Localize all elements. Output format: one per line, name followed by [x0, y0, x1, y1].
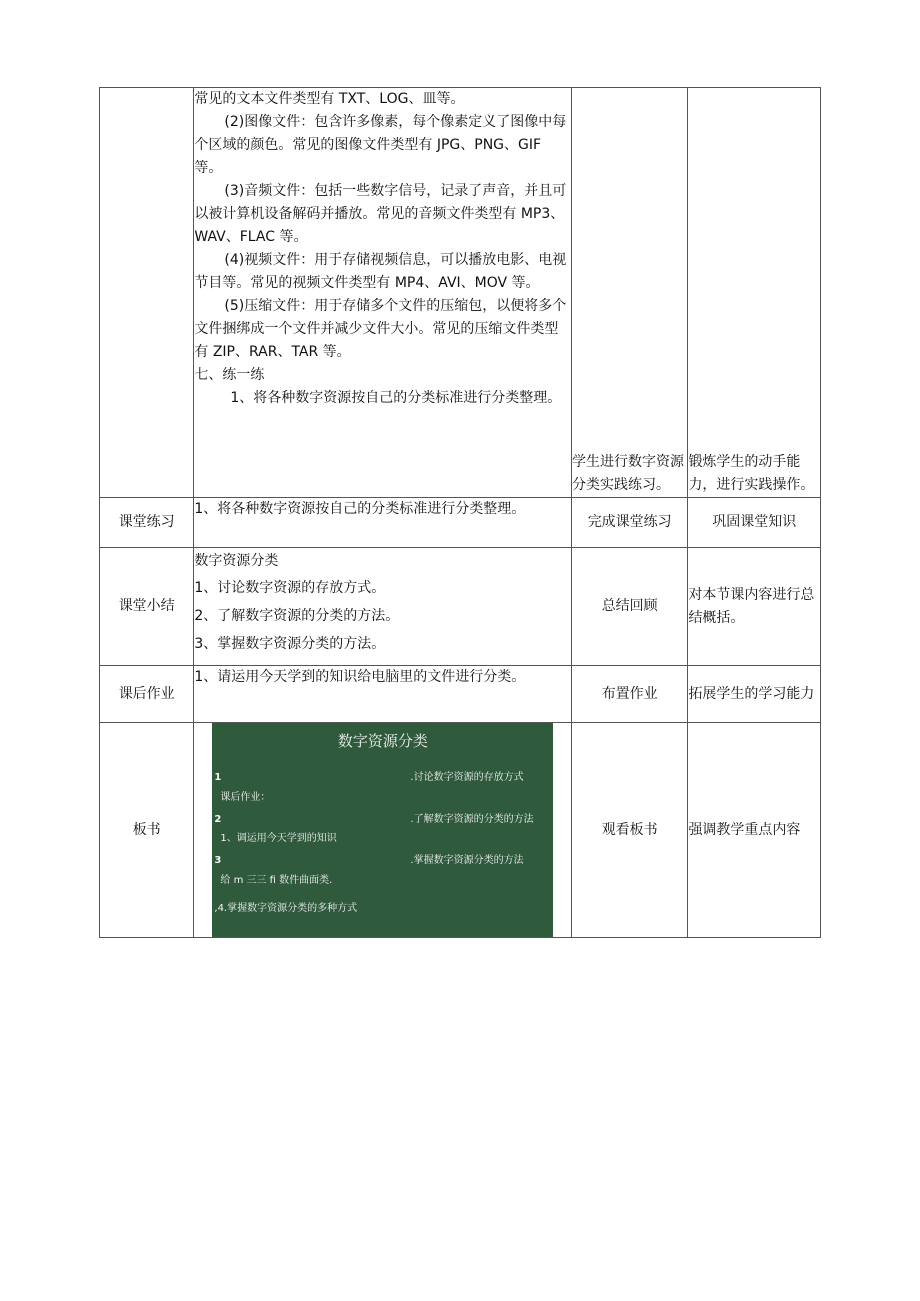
- blackboard-homework-label: 课后作业：: [220, 792, 271, 803]
- content-line-audio-files: (3)音频文件：包括一些数字信号，记录了声音，并且可以被计算机设备解码并播放。常见的音频文件类型有 MP3、WAV、FLAC 等。: [194, 183, 567, 245]
- row-label-empty: [100, 88, 194, 498]
- blackboard-number-1: 1: [214, 772, 222, 783]
- summary-item: 2、了解数字资源的分类的方法。: [194, 608, 400, 624]
- blackboard-number-3: 3: [214, 855, 222, 866]
- table-row-summary: [100, 548, 821, 666]
- design-purpose-text: 锻炼学生的动手能力，进行实践操作。: [688, 454, 815, 493]
- blackboard-image: [212, 723, 553, 937]
- summary-item: 1、讨论数字资源的存放方式。: [194, 580, 386, 596]
- purpose-cell-continuation: [688, 88, 821, 498]
- content-section-heading: 七、练一练: [194, 367, 265, 383]
- table-row-continuation: [100, 88, 821, 498]
- student-cell-summary: 总结回顾: [571, 548, 687, 666]
- content-line-image-files: (2)图像文件：包含许多像素，每个像素定义了图像中每个区域的颜色。常见的图像文件类型有 JPG、PNG、GIF 等。: [194, 114, 567, 176]
- content-line-archive-files: (5)压缩文件：用于存储多个文件的压缩包，以便将多个文件捆绑成一个文件并减少文件大小。常见的压缩文件类型有 ZIP、RAR、TAR 等。: [194, 298, 567, 360]
- row-label-homework: 课后作业: [100, 666, 194, 723]
- student-cell-homework: 布置作业: [571, 666, 687, 723]
- content-line-text-files: 常见的文本文件类型有 TXT、LOG、皿等。: [194, 91, 465, 107]
- lesson-plan-table: [99, 87, 821, 938]
- content-cell-summary: [194, 548, 572, 666]
- purpose-cell-board: 强调教学重点内容: [688, 723, 821, 938]
- content-exercise-line: 1、将各种数字资源按自己的分类标准进行分类整理。: [230, 390, 562, 406]
- purpose-cell-homework: 拓展学生的学习能力: [688, 666, 821, 723]
- content-cell-continuation: [194, 88, 572, 498]
- blackboard-point-3: .掌握数字资源分类的方法: [410, 855, 524, 866]
- student-cell-board: 观看板书: [571, 723, 687, 938]
- content-line-video-files: (4)视频文件：用于存储视频信息，可以播放电影、电视节目等。常见的视频文件类型有 MP4、AVI、MOV 等。: [194, 252, 567, 291]
- blackboard-point-1: .讨论数字资源的存放方式: [410, 772, 524, 783]
- summary-heading: 数字资源分类: [194, 553, 279, 569]
- table-row-practice: [100, 498, 821, 548]
- student-cell-practice: 完成课堂练习: [571, 498, 687, 548]
- student-cell-continuation: [571, 88, 687, 498]
- table-row-board: [100, 723, 821, 938]
- blackboard-point-4: ,4.掌握数字资源分类的多种方式: [214, 903, 358, 914]
- student-activity-text: 学生进行数字资源分类实践练习。: [571, 454, 684, 493]
- content-cell-board: [194, 723, 572, 938]
- summary-item: 3、掌握数字资源分类的方法。: [194, 636, 386, 652]
- blackboard-title: 数字资源分类: [337, 732, 428, 750]
- content-cell-practice: 1、将各种数字资源按自己的分类标准进行分类整理。: [194, 498, 572, 548]
- table-row-homework: [100, 666, 821, 723]
- row-label-practice: 课堂练习: [100, 498, 194, 548]
- purpose-cell-summary: 对本节课内容进行总结概括。: [688, 548, 821, 666]
- blackboard-point-2: .了解数字资源的分类的方法: [410, 814, 534, 825]
- row-label-summary: 课堂小结: [100, 548, 194, 666]
- content-cell-homework: 1、请运用今天学到的知识给电脑里的文件进行分类。: [194, 666, 572, 723]
- blackboard-homework-line: 1、调运用今天学到的知识: [220, 833, 337, 844]
- purpose-cell-practice: 巩固课堂知识: [688, 498, 821, 548]
- blackboard-homework-line-2: 给 m 三三 fi 数件曲面类.: [220, 875, 333, 886]
- row-label-board: 板书: [100, 723, 194, 938]
- blackboard-number-2: 2: [214, 814, 222, 825]
